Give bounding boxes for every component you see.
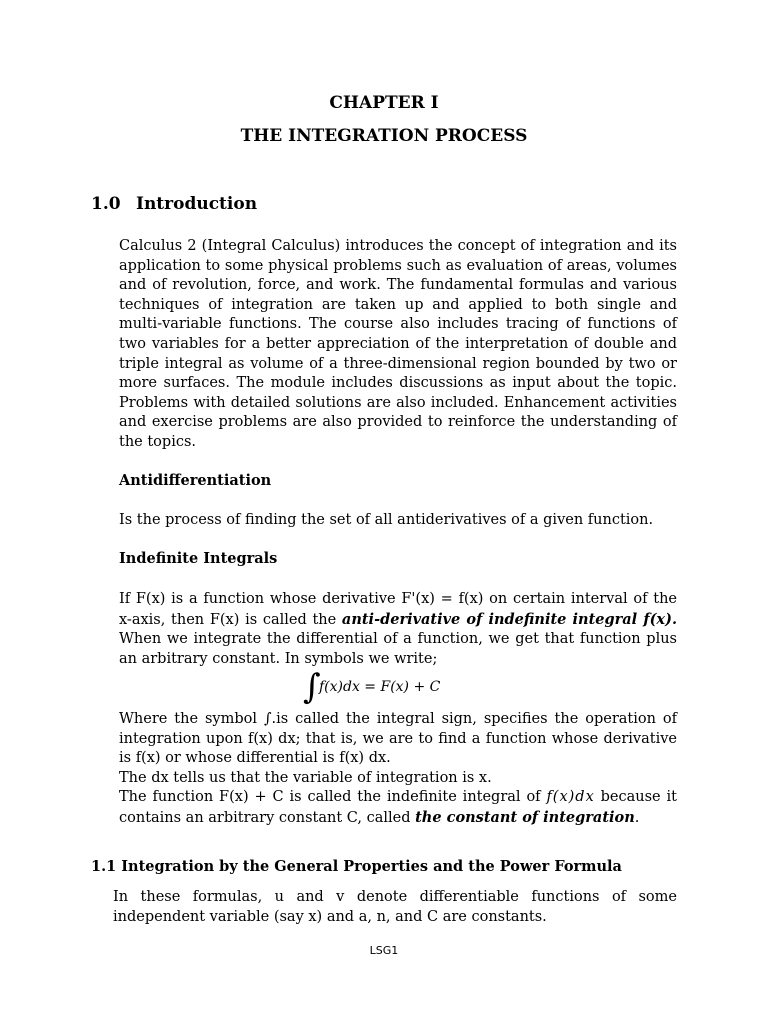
intro-paragraph: Calculus 2 (Integral Calculus) introduces the concept of integration and its application to some physical problems such as evaluation of areas, volumes and of revolution, force, and work. The fundamental formulas and various techniques of integration are taken up and applied to both single and multi-variable functions. The course also includes tracing of functions of two variables for a better appreciation of the interpretation of double and triple integral as volume of a three-dimensional region bounded by two or more surfaces. The module includes discussions as input about the topic. Problems with detailed solutions are also included. Enhancement activities and exercise problems are also provided to reinforce the understanding of the topics. (119, 238, 677, 450)
section-title: Introduction (136, 194, 258, 214)
integral-formula (303, 667, 463, 709)
section-1-1-paragraph: In these formulas, u and v denote differentiable functions of some independent variable (say x) and a, n, and C are constants. (113, 889, 677, 925)
section-1-1-heading: 1.1 Integration by the General Properties and the Power Formula (91, 858, 622, 875)
antidifferentiation-heading: Antidifferentiation (119, 472, 272, 489)
indefinite-emphasis: anti-derivative of indefinite integral f(x). (341, 610, 677, 628)
antidifferentiation-paragraph: Is the process of finding the set of all antiderivatives of a given function. (119, 512, 654, 528)
constant-of-integration-emphasis: the constant of integration (415, 808, 635, 826)
indefinite-text-2: When we integrate the differential of a function, we get that function plus an arbitrary constant. In symbols we write; (119, 631, 677, 667)
chapter-title: THE INTEGRATION PROCESS (240, 126, 528, 146)
chapter-label: CHAPTER I (329, 93, 439, 113)
indefinite-text-1: If F(x) is a function whose derivative F'(x) = f(x) on certain interval of the x-axis, then F(x) is called the (119, 591, 677, 628)
integral-sign-icon: ∫ (303, 667, 321, 707)
indefinite-integrals-heading: Indefinite Integrals (119, 550, 278, 567)
intro-section-heading (91, 194, 257, 214)
explanation-text-c: . (634, 809, 640, 826)
page-footer: LSG1 (369, 944, 399, 957)
integral-formula-expression: f(x)dx = F(x) + C (319, 679, 441, 695)
explanation-text-a: The function F(x) + C is called the indefinite integral of (119, 789, 547, 806)
explanation-text-b: because it contains an arbitrary constant C, called (119, 789, 677, 826)
variable-of-integration-explanation: The dx tells us that the variable of integration is x. (119, 769, 492, 786)
indefinite-integral-explanation (119, 788, 677, 828)
integral-sign-explanation: Where the symbol ∫.is called the integral sign, specifies the operation of integration upon f(x) dx; that is, we are to find a function whose derivative is f(x) or whose differential is f(x) dx. (119, 711, 677, 767)
indefinite-integrals-paragraph (119, 590, 677, 669)
integral-explanation-paragraph (119, 710, 677, 829)
explanation-math: f(x)dx (546, 789, 595, 806)
section-number: 1.0 (91, 194, 121, 214)
